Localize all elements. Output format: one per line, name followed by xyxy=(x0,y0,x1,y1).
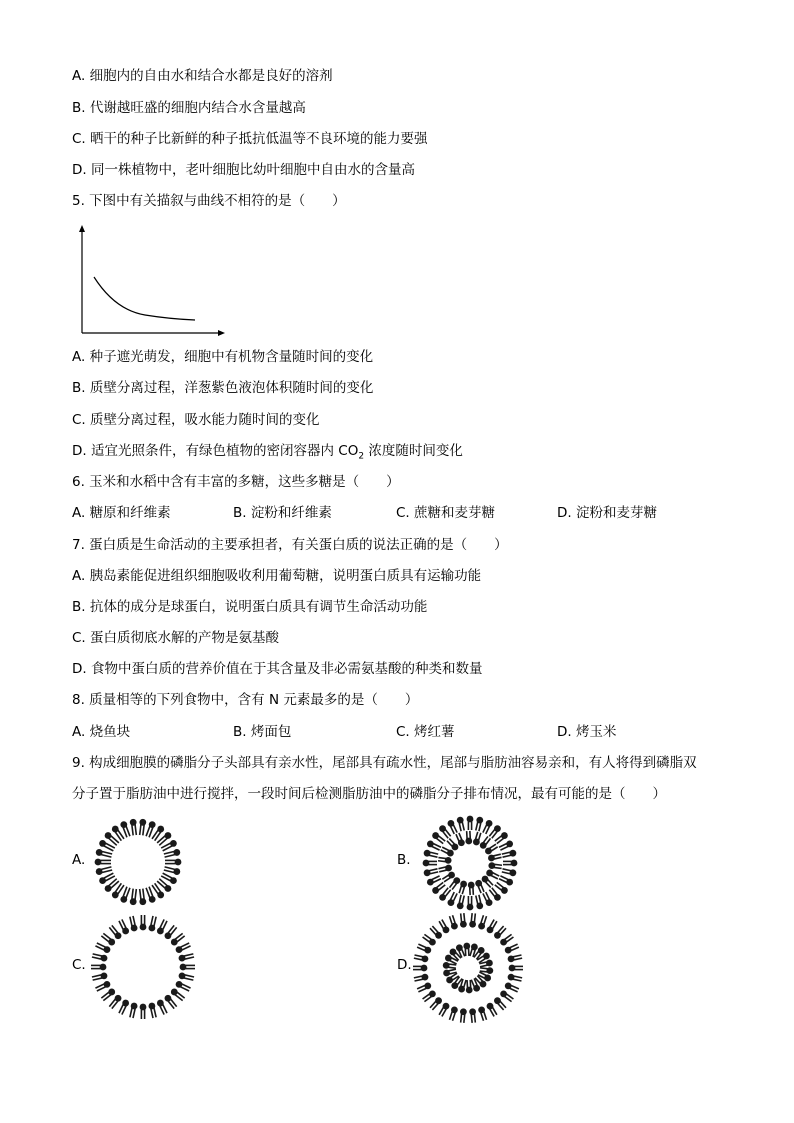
q6-option-c: C. 蔗糖和麦芽糖 xyxy=(396,505,496,521)
q7-option-c: C. 蛋白质彻底水解的产物是氨基酸 xyxy=(72,630,280,646)
q9-option-b-figure xyxy=(420,815,520,911)
q9-stem-line2: 分子置于脂肪油中进行搅拌，一段时间后检测脂肪油中的磷脂分子排布情况，最有可能的是（ ） xyxy=(72,786,666,802)
q4-option-a: A. 细胞内的自由水和结合水都是良好的溶剂 xyxy=(72,68,333,84)
q6-option-a: A. 糖原和纤维素 xyxy=(72,505,171,521)
q9-option-a-figure xyxy=(90,818,190,908)
q7-stem: 7. 蛋白质是生命活动的主要承担者，有关蛋白质的说法正确的是（ ） xyxy=(72,537,508,553)
q9-stem-line1: 9. 构成细胞膜的磷脂分子头部具有亲水性，尾部具有疏水性，尾部与脂肪油容易亲和，有人将得到磷脂双 xyxy=(72,755,697,771)
q5-option-b: B. 质壁分离过程，洋葱紫色液泡体积随时间的变化 xyxy=(72,380,374,396)
q8-option-d: D. 烤玉米 xyxy=(557,724,617,740)
q8-option-a: A. 烧鱼块 xyxy=(72,724,131,740)
q7-option-b: B. 抗体的成分是球蛋白，说明蛋白质具有调节生命活动功能 xyxy=(72,599,428,615)
q9-option-d-label: D. xyxy=(397,957,412,973)
q6-option-b: B. 淀粉和纤维素 xyxy=(233,505,332,521)
q4-option-b: B. 代谢越旺盛的细胞内结合水含量越高 xyxy=(72,100,306,116)
q7-option-a: A. 胰岛素能促进组织细胞吸收利用葡萄糖，说明蛋白质具有运输功能 xyxy=(72,568,482,584)
q8-option-c: C. 烤红薯 xyxy=(396,724,455,740)
q5-option-c: C. 质壁分离过程，吸水能力随时间的变化 xyxy=(72,412,320,428)
q5-curve-graph xyxy=(75,225,225,335)
q5-stem: 5. 下图中有关描叙与曲线不相符的是（ ） xyxy=(72,193,346,209)
q4-option-c: C. 晒干的种子比新鲜的种子抵抗低温等不良环境的能力要强 xyxy=(72,131,428,147)
q4-option-d: D. 同一株植物中，老叶细胞比幼叶细胞中自由水的含量高 xyxy=(72,162,415,178)
q5-option-d: D. 适宜光照条件，有绿色植物的密闭容器内 $CO_2$ 浓度随时间变化 xyxy=(72,443,463,462)
q9-option-d-figure xyxy=(418,920,518,1016)
q8-stem: 8. 质量相等的下列食物中，含有 N 元素最多的是（ ） xyxy=(72,692,419,708)
q9-option-a-label: A. xyxy=(72,852,86,868)
q7-option-d: D. 食物中蛋白质的营养价值在于其含量及非必需氨基酸的种类和数量 xyxy=(72,661,483,677)
q5-option-a: A. 种子遮光萌发，细胞中有机物含量随时间的变化 xyxy=(72,349,374,365)
q6-option-d: D. 淀粉和麦芽糖 xyxy=(557,505,657,521)
q6-stem: 6. 玉米和水稻中含有丰富的多糖，这些多糖是（ ） xyxy=(72,474,400,490)
q8-option-b: B. 烤面包 xyxy=(233,724,292,740)
q9-option-c-label: C. xyxy=(72,957,86,973)
q9-option-b-label: B. xyxy=(397,852,411,868)
q9-option-c-figure xyxy=(97,922,197,1012)
